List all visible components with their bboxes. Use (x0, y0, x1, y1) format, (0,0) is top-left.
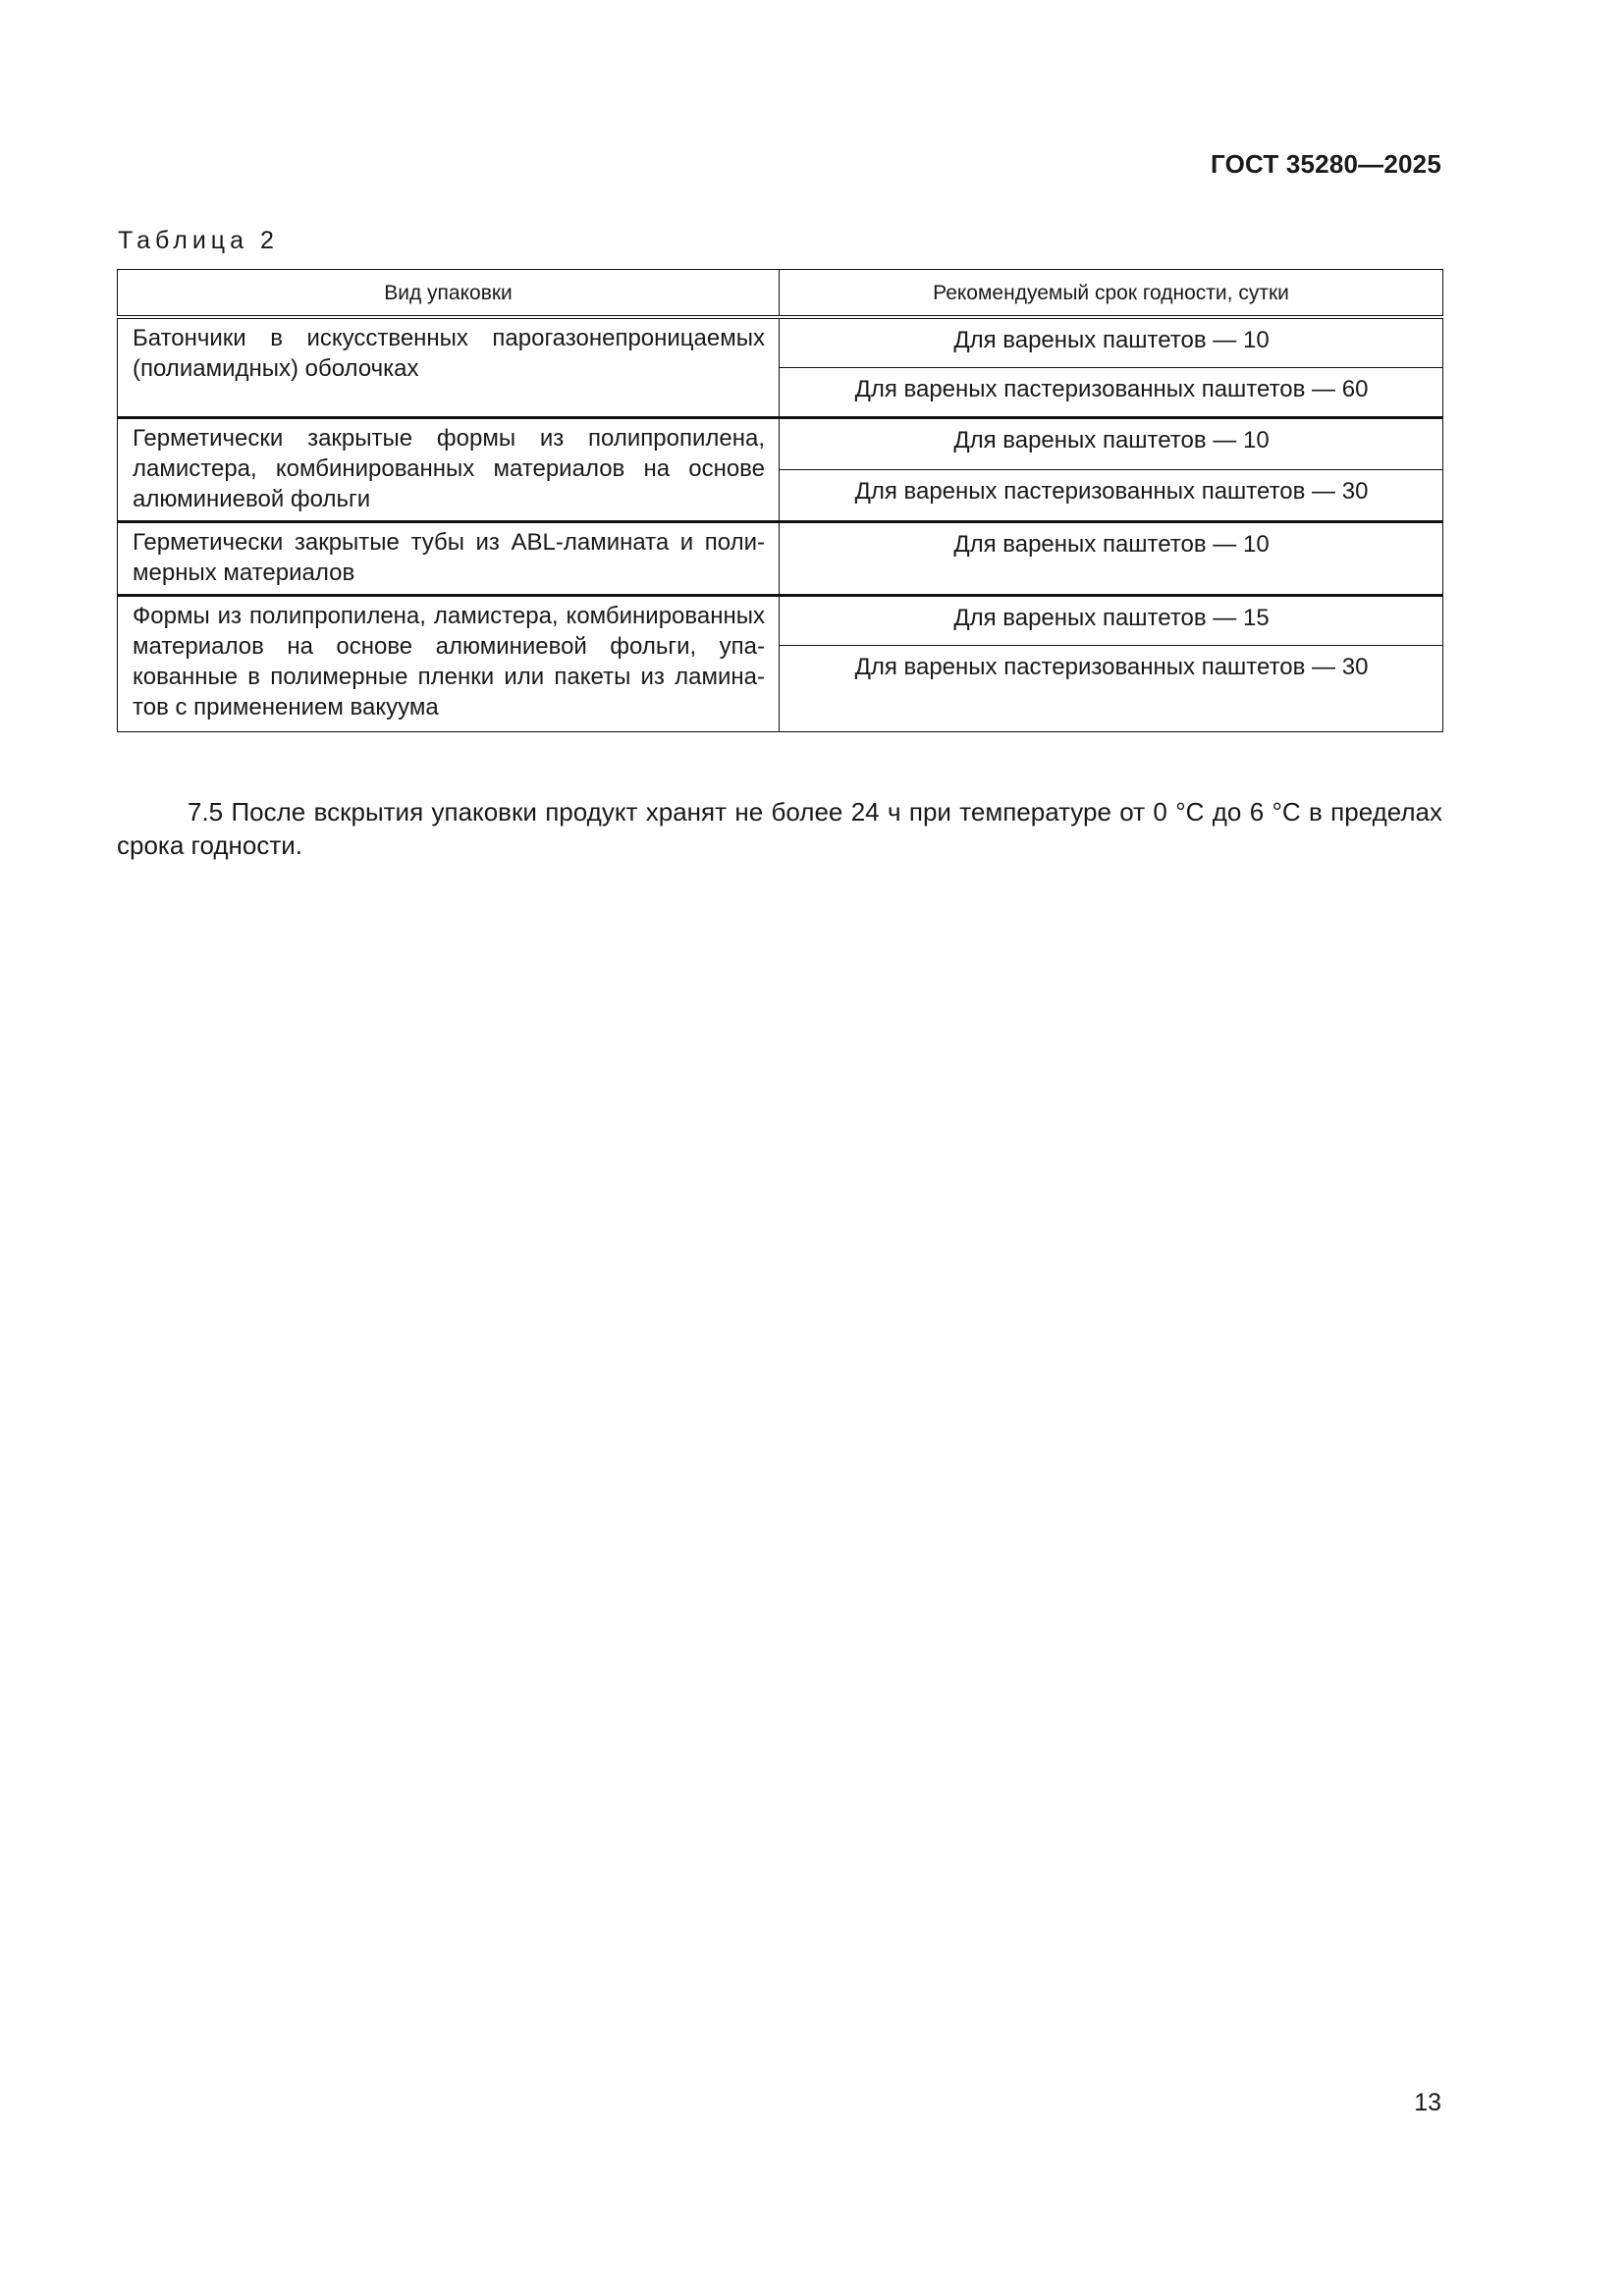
shelf-life-cell: Для вареных пастеризованных паштетов — 30 (780, 470, 1443, 522)
table-row (118, 596, 1443, 646)
column-header-package-type: Вид упаковки (118, 270, 780, 318)
table-row (118, 317, 1443, 368)
shelf-life-cell: Для вареных паштетов — 10 (780, 317, 1443, 368)
package-type-cell: Формы из полипропилена, ламистера, комбинированных материалов на основе алюминиевой фольги, упакованные в полимерные пленки или пакеты из ламинатов с применением вакуума (118, 596, 780, 732)
paragraph-7-5: 7.5 После вскрытия упаковки продукт хранят не более 24 ч при температуре от 0 °С до 6 °С в пределах срока годности. (117, 797, 1442, 860)
package-type-cell: Герметически закрытые тубы из ABL-ламината и полимерных материалов (118, 522, 780, 596)
package-type-cell: Батончики в искусственных парогазонепроницаемых (полиамидных) оболочках (118, 317, 780, 418)
shelf-life-cell: Для вареных паштетов — 15 (780, 596, 1443, 646)
table-caption: Таблица 2 (118, 227, 279, 254)
package-type-cell: Герметически закрытые формы из полипропилена, ламистера, комбинированных материалов на основе алюминиевой фольги (118, 418, 780, 522)
shelf-life-cell: Для вареных паштетов — 10 (780, 522, 1443, 596)
table-header-row (118, 270, 1443, 318)
table-row (118, 522, 1443, 596)
shelf-life-cell: Для вареных паштетов — 10 (780, 418, 1443, 470)
shelf-life-cell: Для вареных пастеризованных паштетов — 30 (780, 646, 1443, 732)
table-row (118, 418, 1443, 470)
shelf-life-table (117, 269, 1443, 732)
shelf-life-cell: Для вареных пастеризованных паштетов — 60 (780, 368, 1443, 418)
document-code: ГОСТ 35280—2025 (1211, 149, 1441, 179)
page-number: 13 (1414, 2089, 1441, 2116)
column-header-shelf-life: Рекомендуемый срок годности, сутки (780, 270, 1443, 318)
